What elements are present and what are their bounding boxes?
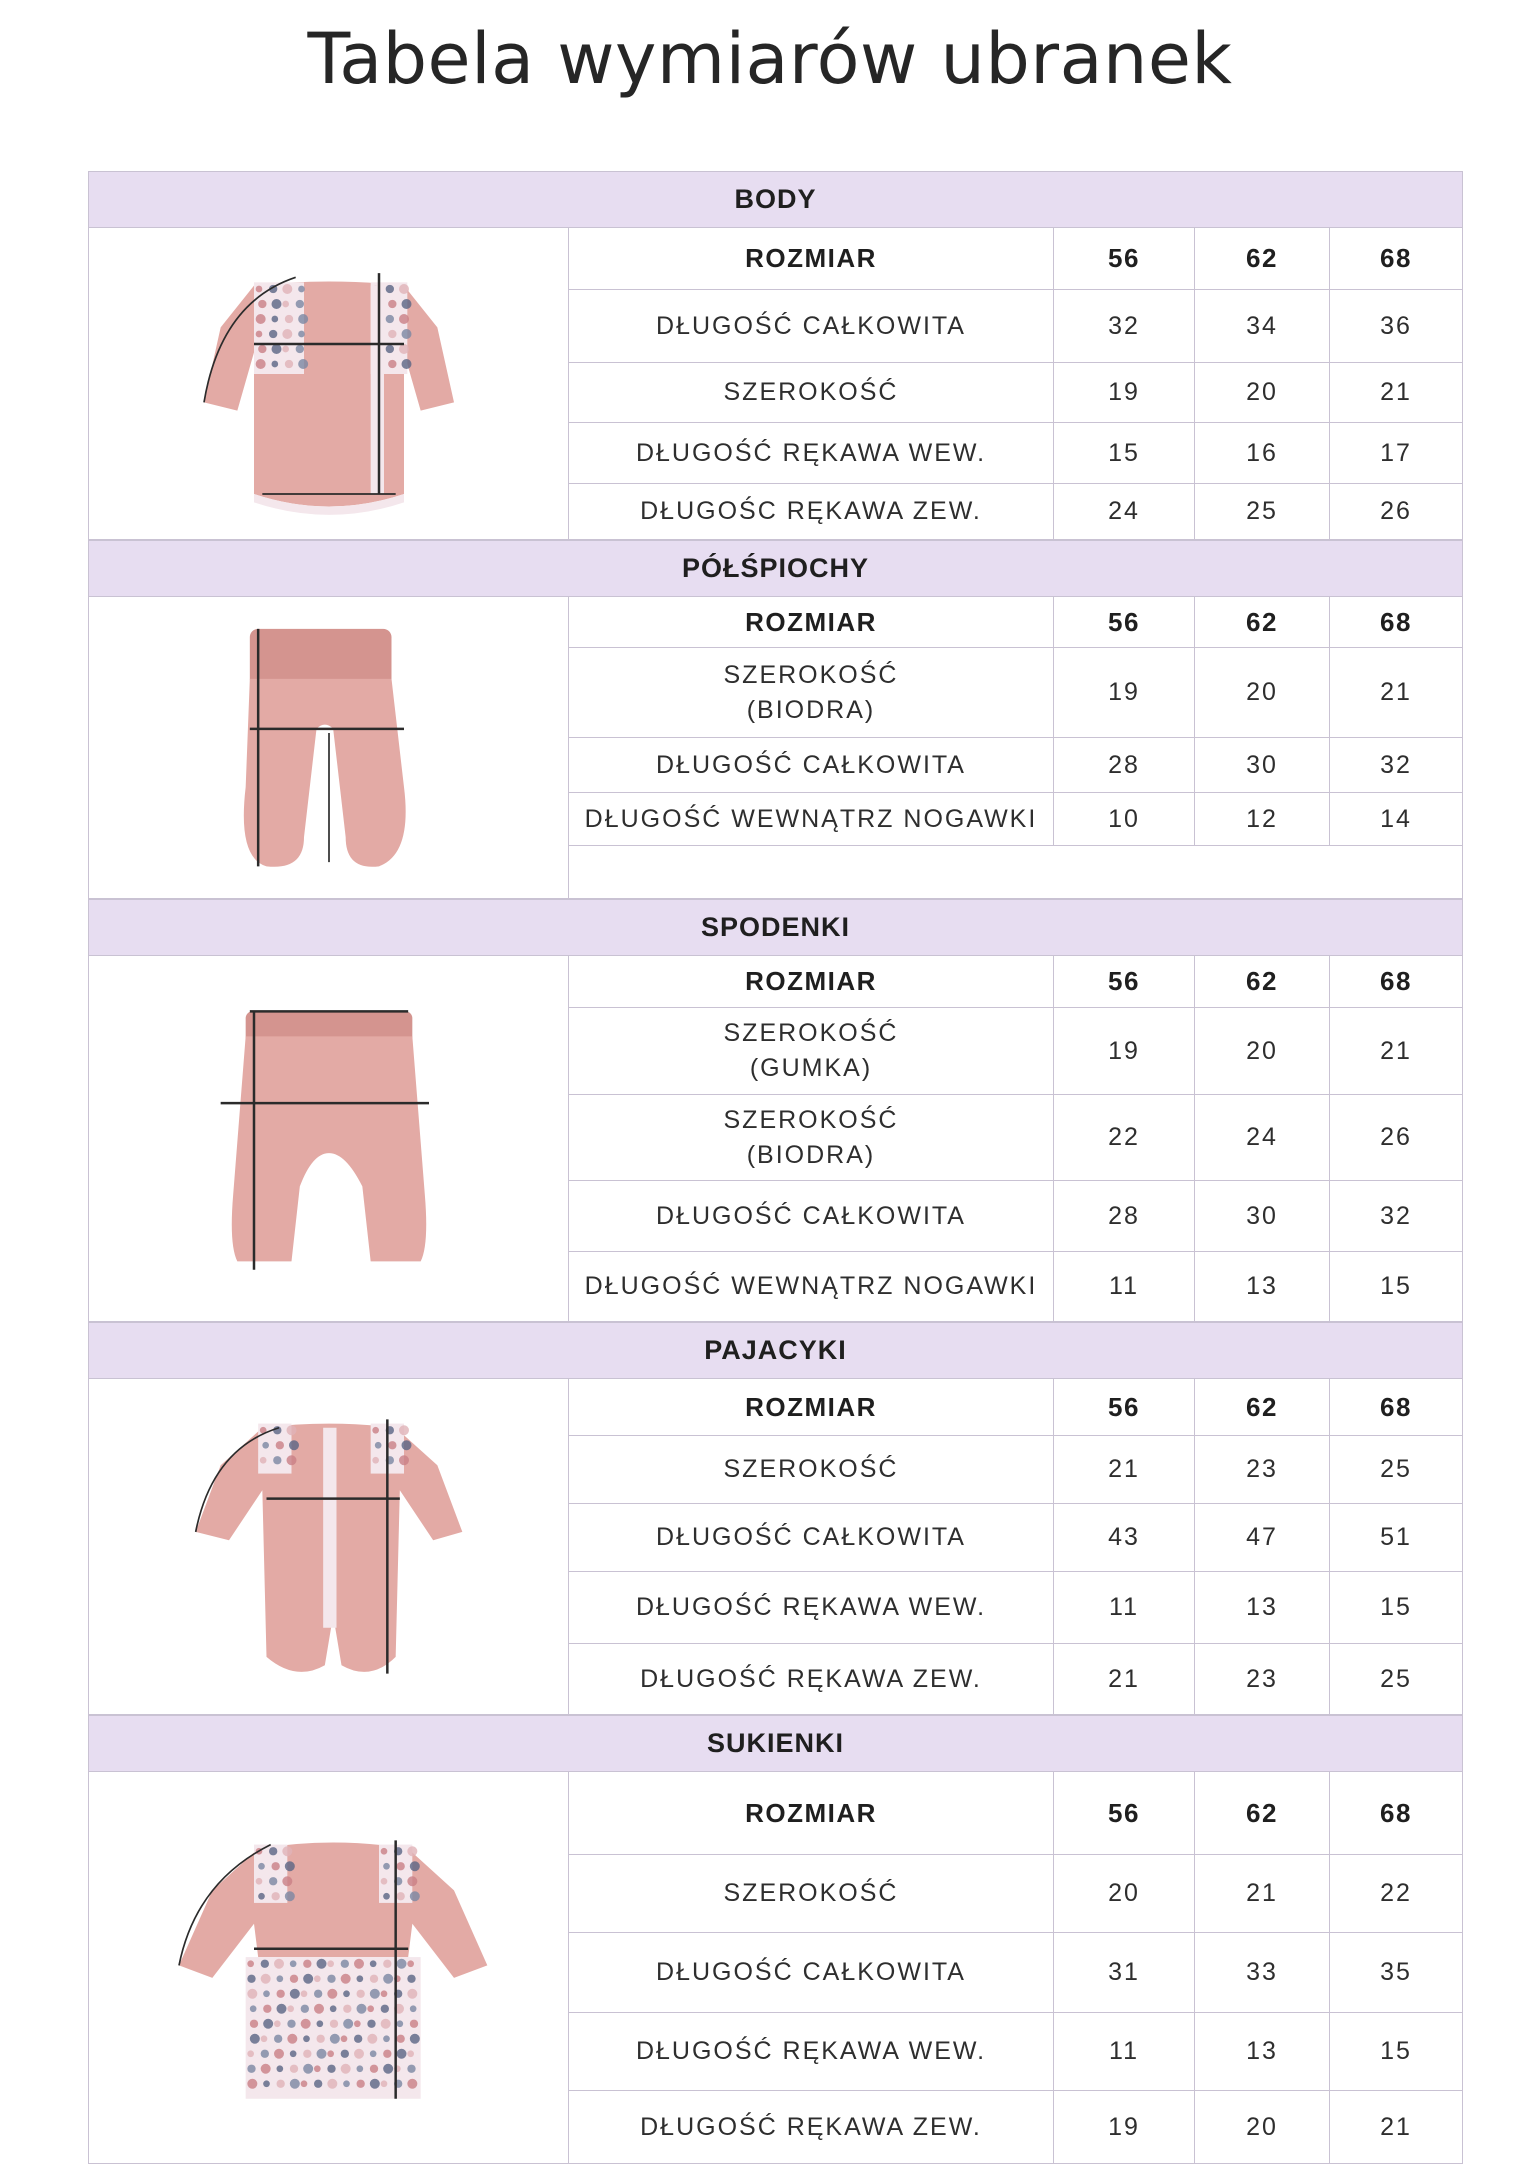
- measurement-value: 13: [1195, 1252, 1330, 1321]
- measurement-value: 28: [1054, 1181, 1195, 1251]
- measurement-value: 20: [1195, 1008, 1330, 1094]
- measurement-value: 24: [1054, 484, 1195, 539]
- measurement-value: 26: [1380, 1123, 1412, 1151]
- measurement-label: DŁUGOŚĆ RĘKAWA WEW.: [569, 423, 1054, 483]
- table-row: [569, 738, 1462, 793]
- measurement-value: 20: [1195, 2091, 1330, 2163]
- measurement-value: 32: [1380, 1201, 1412, 1230]
- table-row: [569, 290, 1462, 363]
- romper-illustration: [89, 1379, 569, 1714]
- measurement-label: SZEROKOŚĆ: [569, 363, 1054, 422]
- measurement-label: DŁUGOŚĆ RĘKAWA ZEW.: [569, 2091, 1054, 2163]
- section-title: PAJACYKI: [88, 1322, 1463, 1378]
- measurement-value: 43: [1054, 1504, 1195, 1571]
- bodysuit-illustration: [89, 228, 569, 539]
- table-header-row: [569, 1772, 1462, 1855]
- measurement-value: 21: [1054, 1436, 1195, 1503]
- measurement-value: 25: [1380, 1664, 1412, 1693]
- measurement-value: 51: [1380, 1523, 1412, 1551]
- size-header-value: 62: [1195, 597, 1330, 647]
- measurement-value: 22: [1054, 1095, 1195, 1180]
- measurement-value: 12: [1195, 793, 1330, 845]
- section-title: SUKIENKI: [88, 1715, 1463, 1771]
- size-header-value: 68: [1380, 1797, 1412, 1828]
- measurement-label: DŁUGOŚĆ CAŁKOWITA: [569, 738, 1054, 792]
- table-row: [569, 2091, 1462, 2163]
- measurement-value: 32: [1054, 290, 1195, 362]
- measurement-label: SZEROKOŚĆ: [569, 1436, 1054, 1503]
- size-table: [569, 1379, 1462, 1714]
- measurement-label: DŁUGOŚĆ RĘKAWA WEW.: [569, 1572, 1054, 1643]
- measurement-label: DŁUGOŚĆ CAŁKOWITA: [569, 290, 1054, 362]
- section-sukienki: [88, 1715, 1463, 2164]
- measurement-value: 21: [1380, 2112, 1412, 2141]
- measurement-value: 30: [1195, 1181, 1330, 1251]
- measurement-value: 21: [1380, 378, 1412, 406]
- measurement-value: 30: [1195, 738, 1330, 792]
- measurement-value: 15: [1380, 1272, 1412, 1300]
- section-title: SPODENKI: [88, 899, 1463, 955]
- size-header-label: ROZMIAR: [569, 228, 1054, 289]
- size-header-value: 68: [1380, 966, 1412, 996]
- table-row: [569, 1504, 1462, 1572]
- section-title: PÓŁŚPIOCHY: [88, 540, 1463, 596]
- dress-illustration: [89, 1772, 569, 2163]
- measurement-value: 17: [1380, 438, 1412, 467]
- measurement-label: DŁUGOŚĆ CAŁKOWITA: [569, 1933, 1054, 2012]
- pants-illustration: [89, 956, 569, 1321]
- measurement-value: 35: [1380, 1958, 1412, 1986]
- size-table: [569, 956, 1462, 1321]
- table-row: [569, 1933, 1462, 2013]
- table-header-row: [569, 228, 1462, 290]
- table-row: [569, 423, 1462, 484]
- size-header-value: 56: [1054, 956, 1195, 1007]
- size-header-value: 62: [1195, 956, 1330, 1007]
- measurement-label: SZEROKOŚĆ (BIODRA): [569, 1095, 1054, 1180]
- measurement-value: 13: [1195, 1572, 1330, 1643]
- measurement-value: 31: [1054, 1933, 1195, 2012]
- measurement-value: 21: [1380, 678, 1412, 706]
- measurement-label: SZEROKOŚĆ: [569, 1855, 1054, 1932]
- measurement-value: 21: [1195, 1855, 1330, 1932]
- section-body: [88, 171, 1463, 540]
- size-header-value: 62: [1195, 1379, 1330, 1435]
- measurement-value: 15: [1380, 2037, 1412, 2065]
- empty-row: [569, 846, 1462, 898]
- measurement-value: 36: [1380, 311, 1412, 340]
- measurement-value: 20: [1195, 648, 1330, 737]
- size-table: [569, 228, 1462, 539]
- measurement-value: 19: [1054, 648, 1195, 737]
- measurement-value: 10: [1054, 793, 1195, 845]
- table-row: [569, 1252, 1462, 1321]
- table-header-row: [569, 956, 1462, 1008]
- measurement-value: 25: [1380, 1455, 1412, 1483]
- table-row: [569, 648, 1462, 738]
- measurement-value: 11: [1054, 1572, 1195, 1643]
- size-header-value: 56: [1054, 228, 1195, 289]
- measurement-value: 15: [1380, 1593, 1412, 1621]
- measurement-value: 22: [1380, 1879, 1412, 1907]
- measurement-value: 16: [1195, 423, 1330, 483]
- measurement-label: DŁUGOŚĆ WEWNĄTRZ NOGAWKI: [569, 1252, 1054, 1321]
- measurement-value: 21: [1054, 1644, 1195, 1714]
- size-header-value: 68: [1380, 606, 1412, 637]
- size-header-label: ROZMIAR: [569, 1379, 1054, 1435]
- measurement-value: 23: [1195, 1644, 1330, 1714]
- measurement-label: SZEROKOŚĆ (BIODRA): [569, 648, 1054, 737]
- measurement-value: 13: [1195, 2013, 1330, 2090]
- measurement-label: DŁUGOŚĆ RĘKAWA ZEW.: [569, 1644, 1054, 1714]
- size-header-value: 62: [1195, 1772, 1330, 1854]
- measurement-label: DŁUGOŚĆ CAŁKOWITA: [569, 1504, 1054, 1571]
- measurement-label: DŁUGOŚC RĘKAWA ZEW.: [569, 484, 1054, 539]
- size-header-label: ROZMIAR: [569, 597, 1054, 647]
- size-header-label: ROZMIAR: [569, 1772, 1054, 1854]
- size-header-value: 56: [1054, 597, 1195, 647]
- measurement-value: 47: [1195, 1504, 1330, 1571]
- table-row: [569, 2013, 1462, 2091]
- size-header-value: 62: [1195, 228, 1330, 289]
- measurement-label: SZEROKOŚĆ (GUMKA): [569, 1008, 1054, 1094]
- table-row: [569, 1436, 1462, 1504]
- table-row: [569, 1644, 1462, 1714]
- measurement-value: 19: [1054, 2091, 1195, 2163]
- table-row: [569, 484, 1462, 539]
- table-row: [569, 1572, 1462, 1644]
- size-header-value: 68: [1380, 243, 1412, 273]
- size-table: [569, 597, 1462, 898]
- page-title: Tabela wymiarów ubranek: [307, 18, 1233, 100]
- table-row: [569, 1181, 1462, 1252]
- section-polspiochy: [88, 540, 1463, 899]
- size-header-label: ROZMIAR: [569, 956, 1054, 1007]
- measurement-value: 19: [1054, 1008, 1195, 1094]
- measurement-value: 20: [1195, 363, 1330, 422]
- measurement-value: 19: [1054, 363, 1195, 422]
- measurement-value: 11: [1054, 2013, 1195, 2090]
- table-row: [569, 363, 1462, 423]
- table-row: [569, 1095, 1462, 1181]
- measurement-value: 28: [1054, 738, 1195, 792]
- section-spodenki: [88, 899, 1463, 1322]
- table-row: [569, 1855, 1462, 1933]
- size-header-value: 56: [1054, 1379, 1195, 1435]
- table-row: [569, 1008, 1462, 1095]
- measurement-value: 26: [1380, 497, 1412, 525]
- measurement-value: 25: [1195, 484, 1330, 539]
- table-header-row: [569, 1379, 1462, 1436]
- table-row: [569, 793, 1462, 846]
- measurement-value: 21: [1380, 1036, 1412, 1065]
- measurement-value: 33: [1195, 1933, 1330, 2012]
- measurement-label: DŁUGOŚĆ RĘKAWA WEW.: [569, 2013, 1054, 2090]
- measurement-value: 15: [1054, 423, 1195, 483]
- measurement-value: 20: [1054, 1855, 1195, 1932]
- section-pajacyki: [88, 1322, 1463, 1715]
- measurement-value: 34: [1195, 290, 1330, 362]
- size-table: [569, 1772, 1462, 2163]
- measurement-label: DŁUGOŚĆ WEWNĄTRZ NOGAWKI: [569, 793, 1054, 845]
- table-header-row: [569, 597, 1462, 648]
- footed-pants-illustration: [89, 597, 569, 898]
- size-header-value: 68: [1380, 1391, 1412, 1422]
- measurement-value: 11: [1054, 1252, 1195, 1321]
- empty-cell: [569, 846, 1054, 898]
- measurement-label: DŁUGOŚĆ CAŁKOWITA: [569, 1181, 1054, 1251]
- measurement-value: 23: [1195, 1436, 1330, 1503]
- measurement-value: 14: [1380, 804, 1412, 833]
- section-title: BODY: [88, 171, 1463, 227]
- size-chart: [88, 171, 1463, 2164]
- measurement-value: 32: [1380, 750, 1412, 779]
- measurement-value: 24: [1195, 1095, 1330, 1180]
- size-header-value: 56: [1054, 1772, 1195, 1854]
